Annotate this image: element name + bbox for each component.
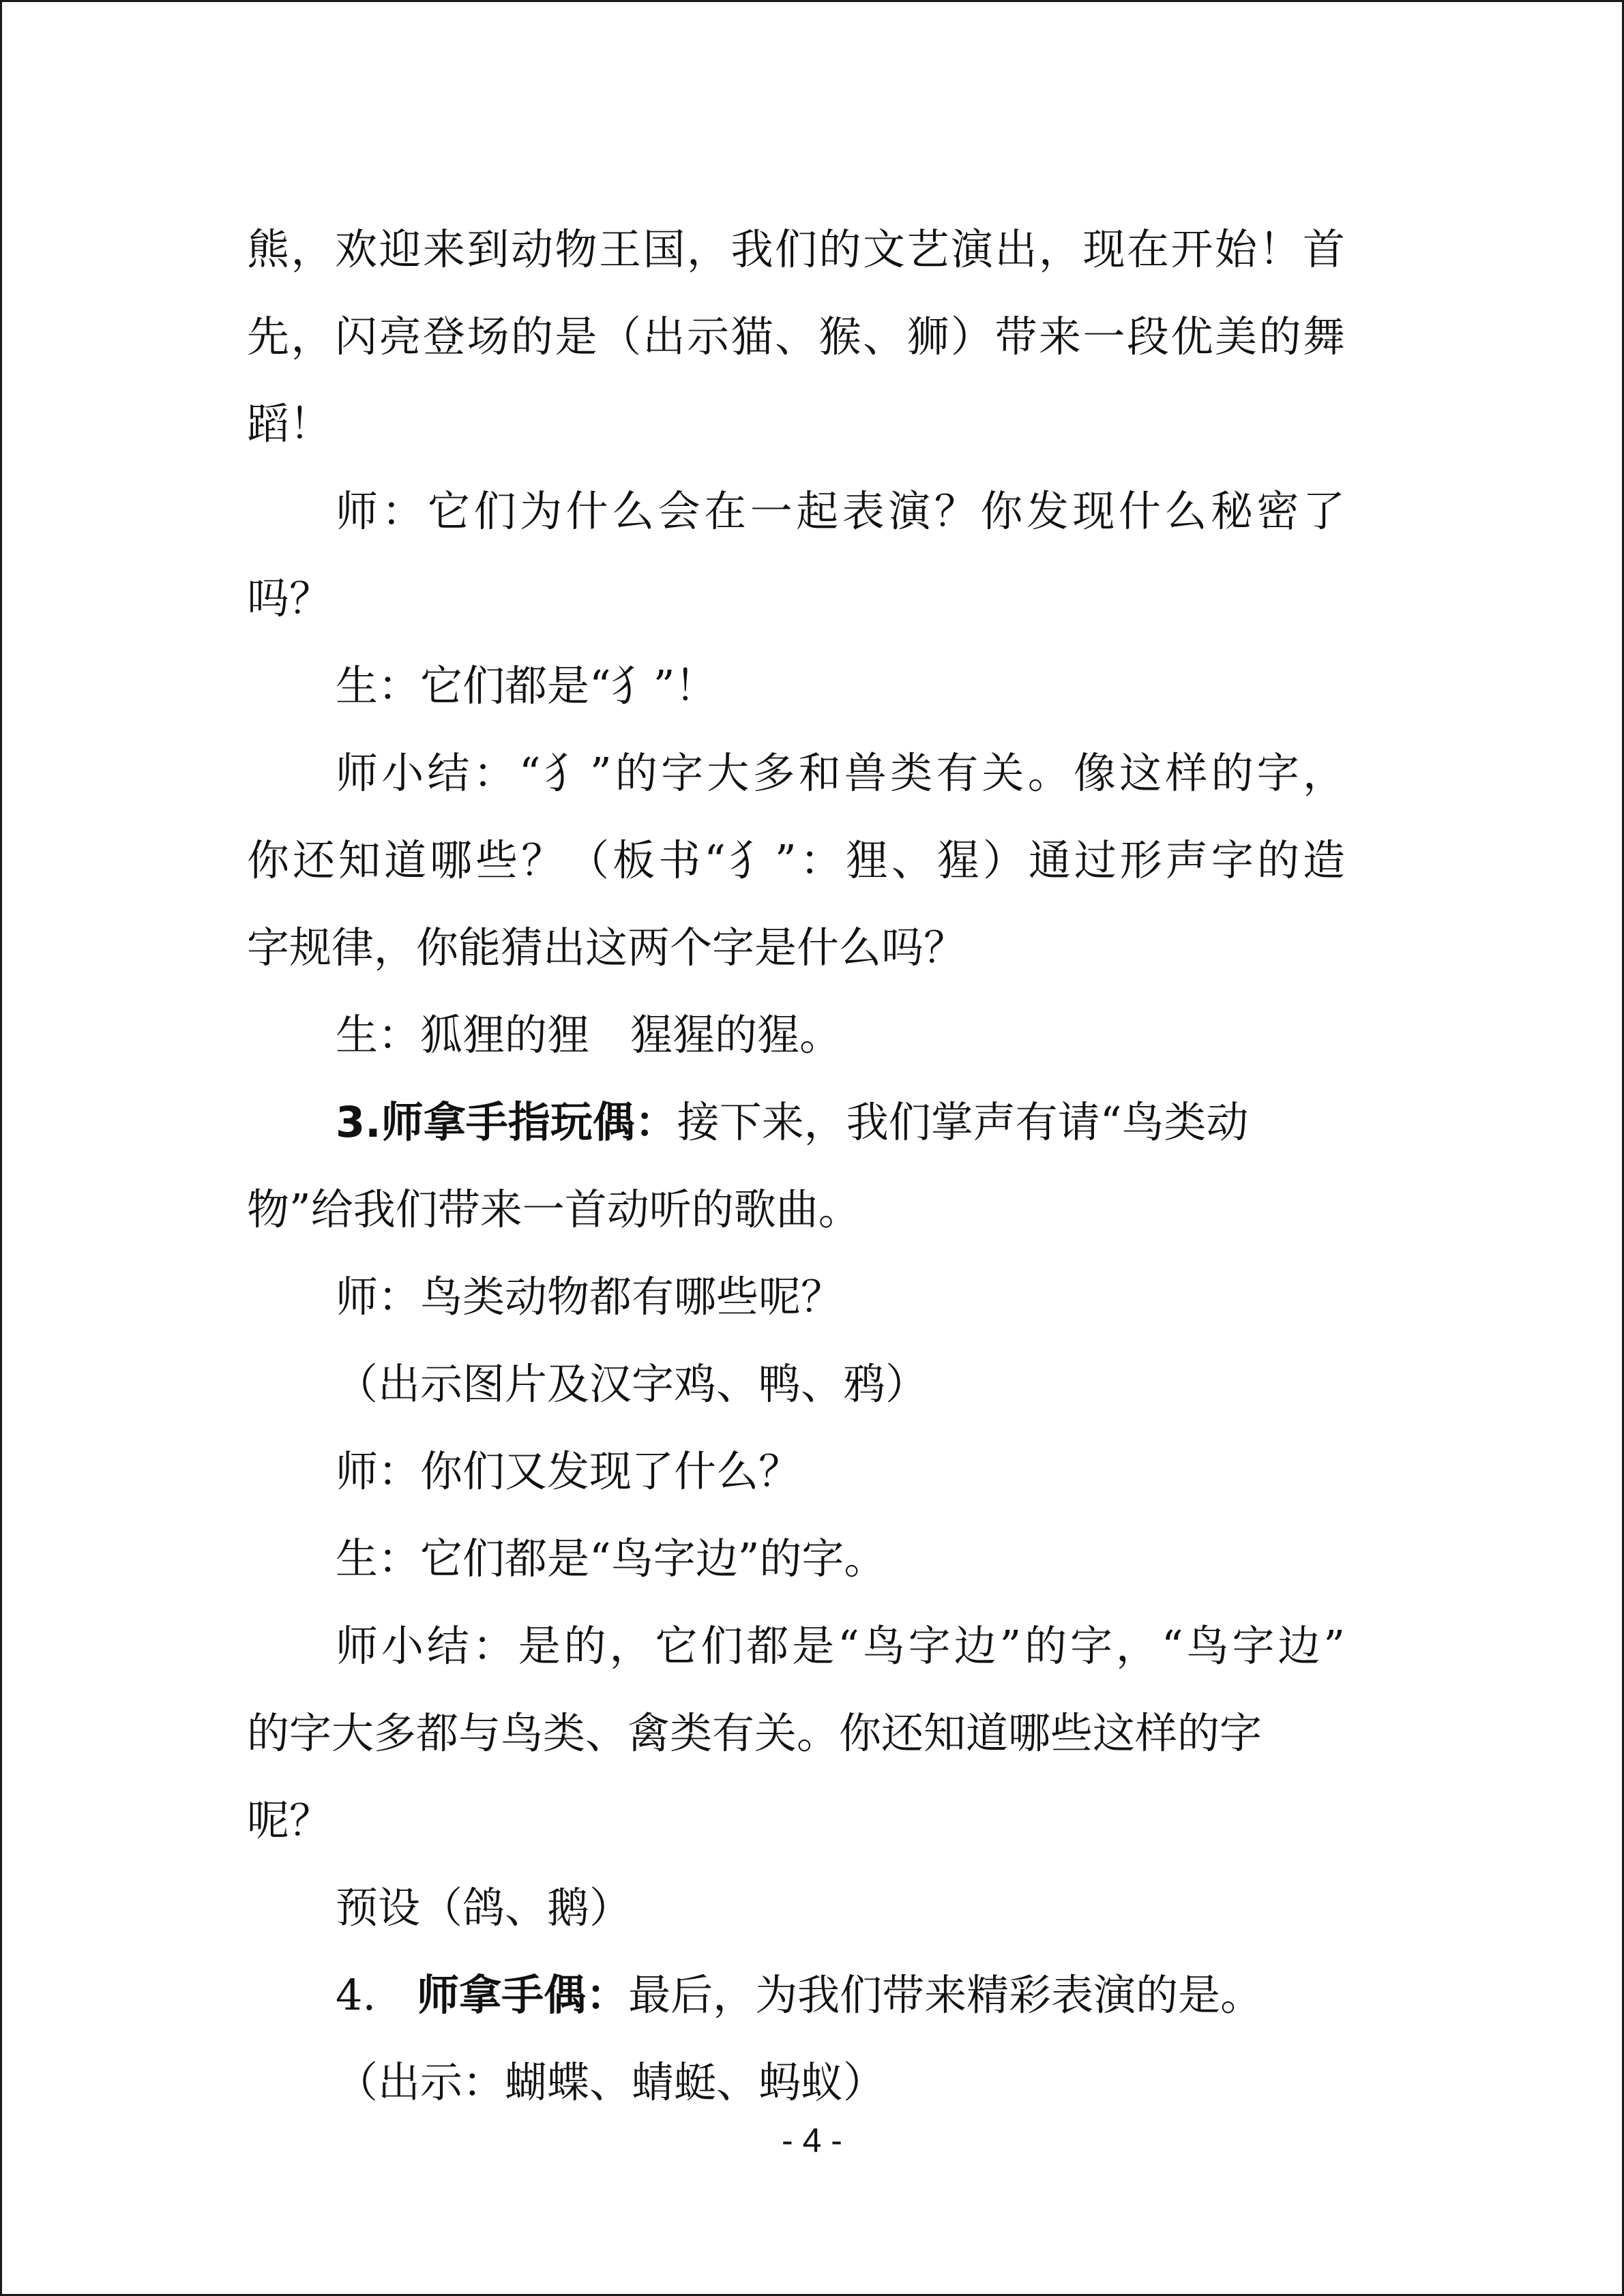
text-line: 生：它们都是“鸟字边”的字。 [336, 1534, 887, 1583]
text-segment: 猩猩的猩。 [630, 1010, 842, 1060]
text-segment: 接下来，我们掌声有请“鸟类动 [677, 1097, 1249, 1147]
text-line: 师小结：“犭”的字大多和兽类有关。像这样的字， [336, 748, 1345, 798]
text-line: 先，闪亮登场的是（出示猫、猴、狮）带来一段优美的舞 [247, 312, 1345, 361]
text-line: 吗？ [247, 573, 332, 623]
text-line: （出示图片及汉字鸡、鸭、鸦） [336, 1359, 928, 1409]
text-line [247, 1952, 1345, 2039]
text-line: 预设（鸽、鹅） [336, 1883, 632, 1933]
text-line: 你还知道哪些？（板书“犭”：狸、猩）通过形声字的造 [247, 835, 1345, 885]
document-body [247, 206, 1345, 2126]
text-line: （出示：蝴蝶、蜻蜓、蚂蚁） [336, 2057, 886, 2107]
text-line: 物”给我们带来一首动听的歌曲。 [247, 1184, 861, 1234]
text-line: 的字大多都与鸟类、禽类有关。你还知道哪些这样的字 [247, 1708, 1263, 1758]
text-line [247, 992, 1345, 1079]
text-line: 师小结：是的，它们都是“鸟字边”的字，“鸟字边” [336, 1621, 1345, 1671]
text-segment: 最后，为我们带来精彩表演的是。 [628, 1970, 1263, 2020]
step-heading: 3.师拿手指玩偶： [336, 1097, 677, 1147]
text-line: 呢？ [247, 1795, 332, 1845]
page-number: - 4 - [782, 2121, 842, 2160]
step-number: 4. [336, 1970, 377, 2020]
text-line: 师：鸟类动物都有哪些呢？ [336, 1272, 844, 1322]
text-line: 师：它们为什么会在一起表演？你发现什么秘密了 [336, 486, 1345, 536]
text-segment: 生：狐狸的狸 [336, 1010, 590, 1060]
text-line: 蹈！ [247, 399, 332, 449]
text-line: 生：它们都是“犭”！ [336, 661, 718, 711]
text-line: 熊，欢迎来到动物王国，我们的文艺演出，现在开始！首 [247, 224, 1345, 274]
text-line: 师：你们又发现了什么？ [336, 1446, 801, 1496]
step-heading: 师拿手偶： [417, 1970, 629, 2020]
text-line [247, 1079, 1345, 1166]
text-line: 字规律，你能猜出这两个字是什么吗？ [247, 923, 966, 972]
